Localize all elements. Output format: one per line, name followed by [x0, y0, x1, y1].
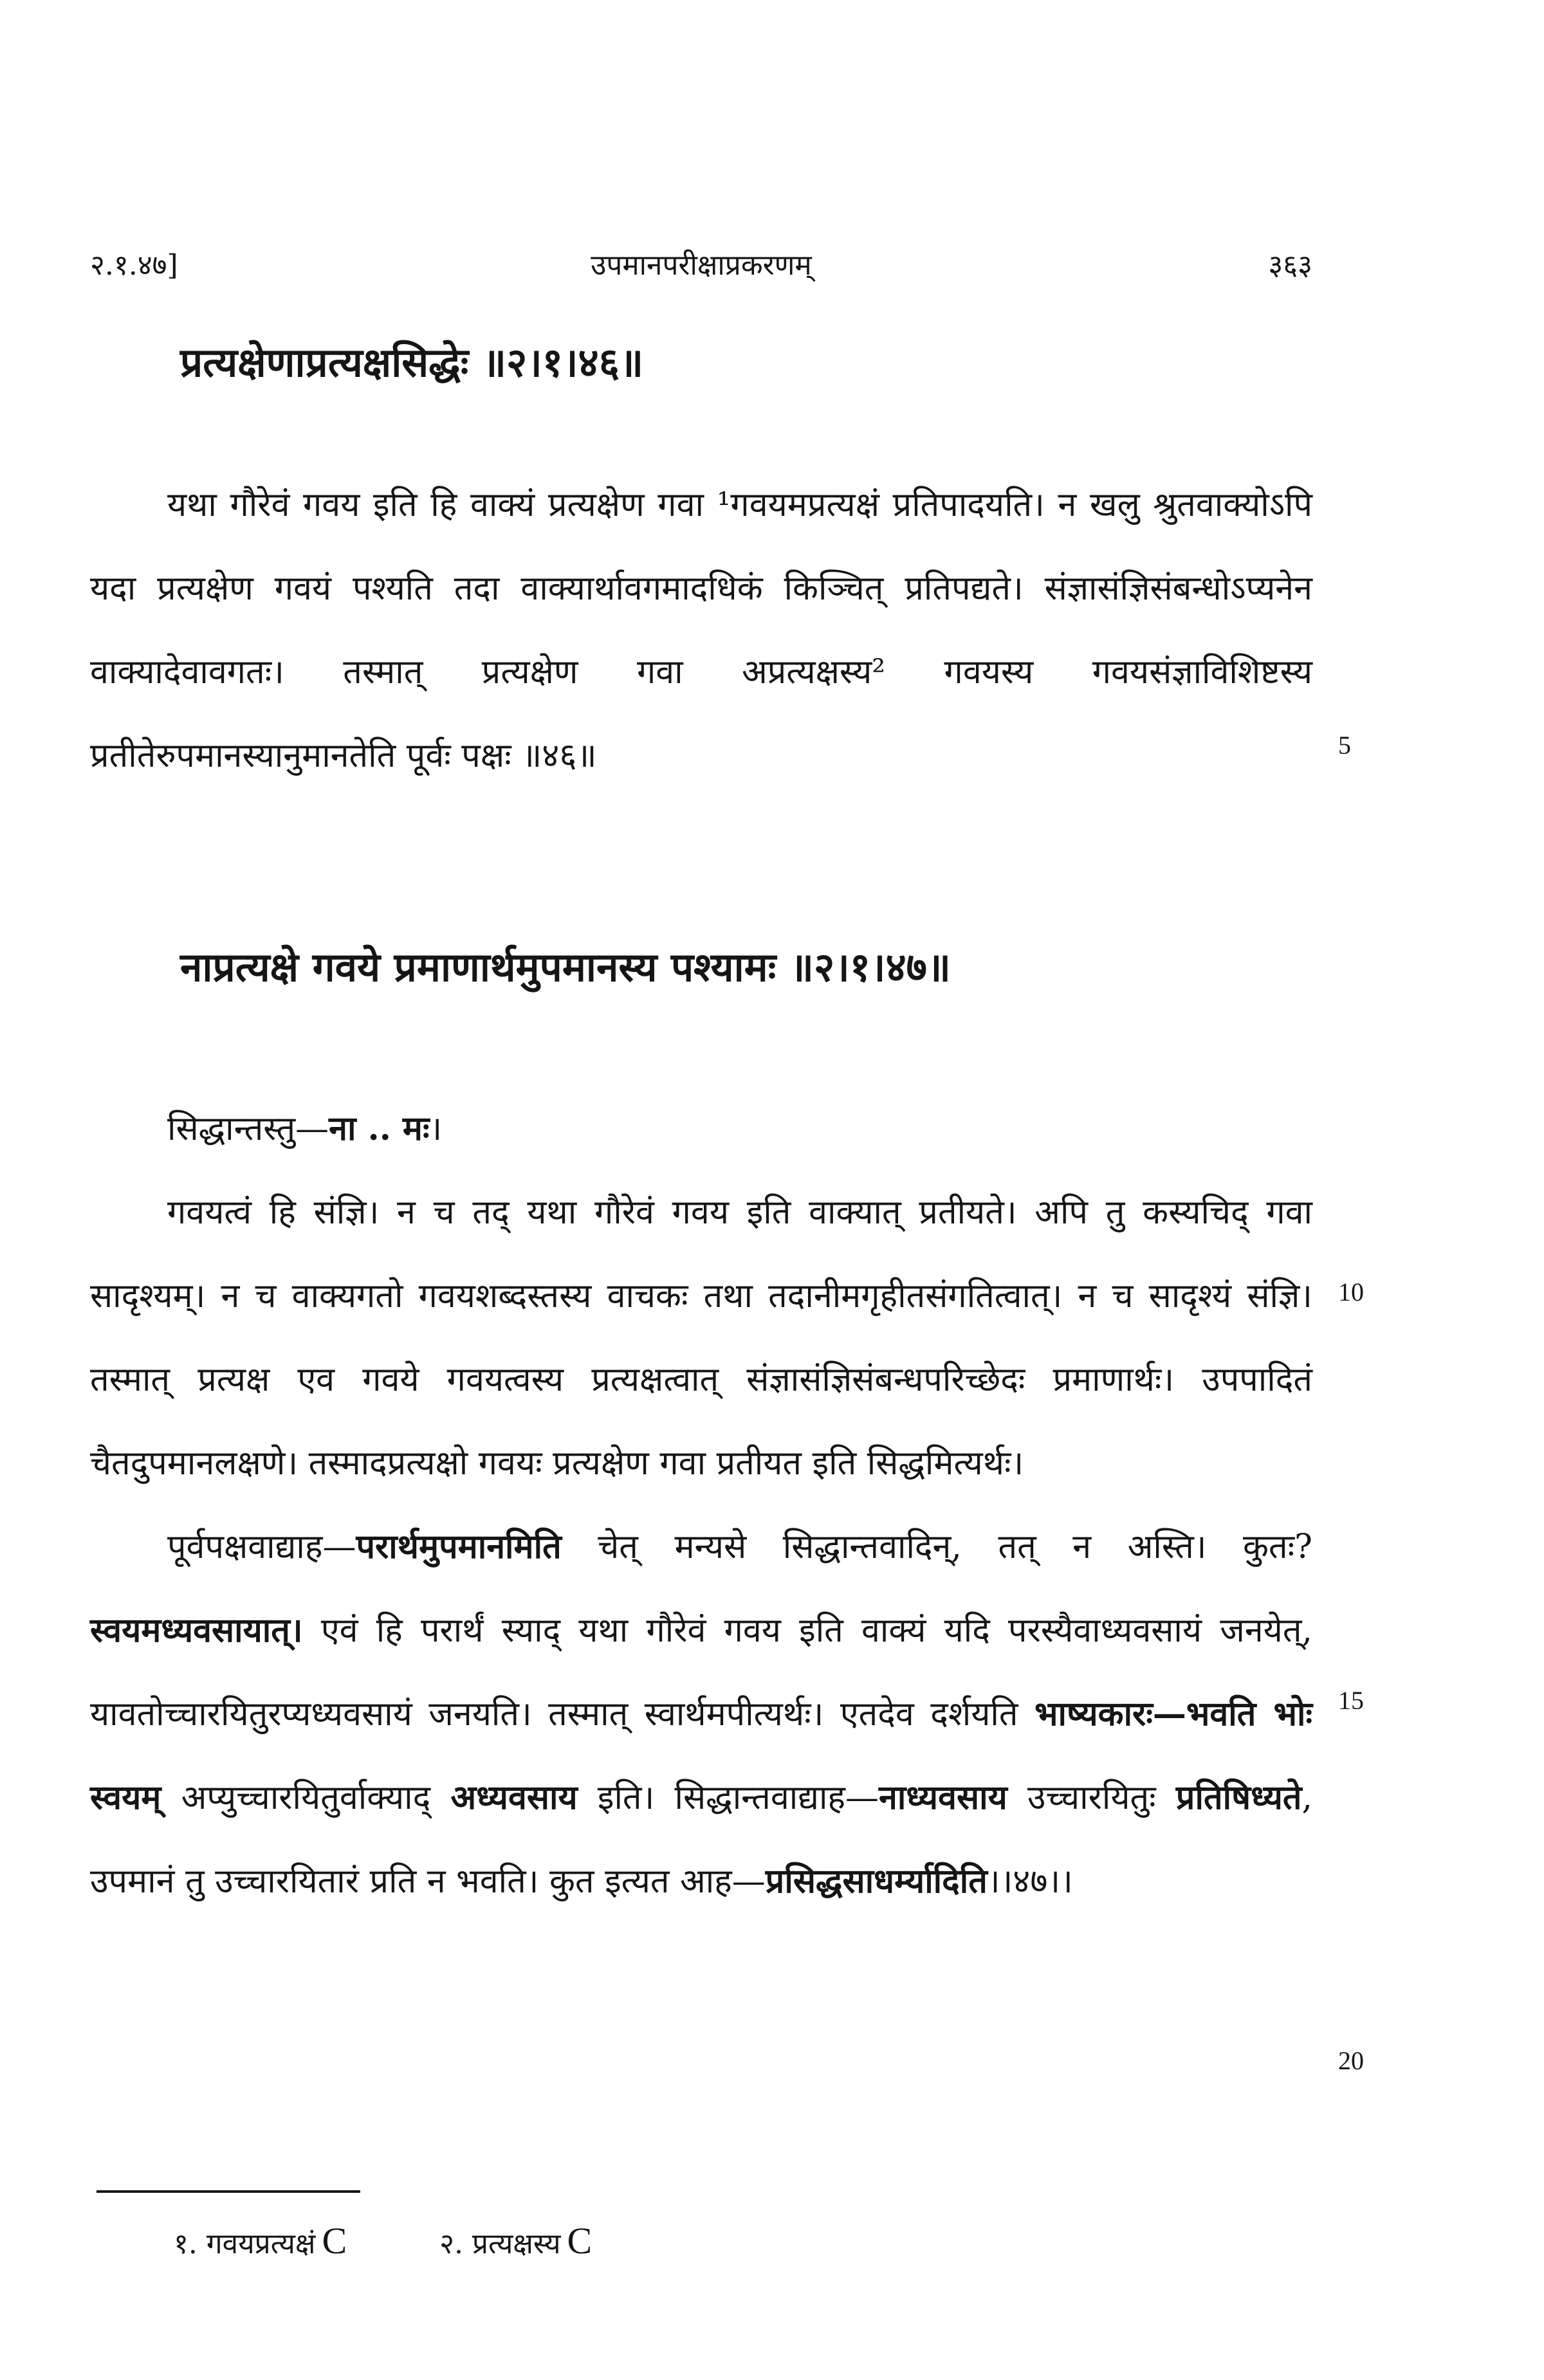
footnote-2 — [439, 2220, 593, 2262]
commentary-46-text: यथा गौरेवं गवय इति हि वाक्यं प्रत्यक्षेण गवा ¹गवयमप्रत्यक्षं प्रतिपादयति। न खलु श्रुतवाक्योऽपि यदा प्रत्यक्षेण गवयं पश्यति तदा वाक्यार्थावगमादधिकं किञ्चित् प्रतिपद्यते। संज्ञासंज्ञिसंबन्धोऽप्यनेन वाक्यादेवावगतः। तस्मात् प्रत्यक्षेण गवा अप्रत्यक्षस्य² गवयस्य गवयसंज्ञाविशिष्टस्य प्रतीतेरुपमानस्यानुमानतेति पूर्वः पक्षः ॥४६॥ — [90, 486, 1312, 775]
footnotes — [174, 2219, 676, 2262]
bold-run: स्वयमध्यवसायात्। — [90, 1611, 303, 1650]
line-numbers — [1338, 0, 1415, 2380]
running-head — [90, 244, 1312, 296]
sutra-47: नाप्रत्यक्षे गवये प्रमाणार्थमुपमानस्य पश्यामः ॥२।१।४७॥ — [180, 944, 951, 991]
siddhanta-line — [90, 1087, 1312, 1171]
commentary-46 — [90, 463, 1312, 798]
sutra-46: प्रत्यक्षेणाप्रत्यक्षसिद्धेः ॥२।१।४६॥ — [180, 339, 644, 386]
text-run: पूर्वपक्षवाद्याह— — [167, 1528, 356, 1566]
footnote-text: २. प्रत्यक्षस्य — [439, 2228, 561, 2260]
chapter-title: उपमानपरीक्षाप्रकरणम् — [591, 249, 812, 282]
text-run: एवं हि परार्थं स्याद् यथा गौरेवं गवय इति वाक्यं यदि परस्यैवाध्यवसायं जनयेत्, यावतोच्चारयितुरप्यध्यवसायं जनयति। तस्मात् स्वार्थमपीत्यर्थः। एतदेव दर्शयति — [90, 1611, 1312, 1734]
bold-run: अध्यवसाय — [450, 1778, 578, 1817]
bold-run: प्रतिषिध्यते — [1175, 1778, 1302, 1817]
commentary-47 — [90, 1087, 1312, 1923]
line-number: 15 — [1338, 1686, 1364, 1715]
bold-run: भाष्यकारः—भवति भोः स्वयम् — [90, 1694, 1312, 1817]
line-number: 5 — [1338, 731, 1351, 760]
line-number: 10 — [1338, 1277, 1364, 1306]
commentary-47-discussion — [90, 1505, 1312, 1923]
page-number: ३६३ — [1268, 249, 1312, 282]
commentary-47-text: गवयत्वं हि संज्ञि। न च तद् यथा गौरेवं गवय इति वाक्यात् प्रतीयते। अपि तु कस्यचिद् गवा सादृश्यम्। न च वाक्यगतो गवयशब्दस्तस्य वाचकः तथा तदानीमगृहीतसंगतित्वात्। न च सादृश्यं संज्ञि। तस्मात् प्रत्यक्ष एव गवये गवयत्वस्य प्रत्यक्षत्वात् संज्ञासंज्ञिसंबन्धपरिच्छेदः प्रमाणार्थः। उपपादितं चैतदुपमानलक्षणे। तस्मादप्रत्यक्षो गवयः प्रत्यक्षेण गवा प्रतीयत इति सिद्धमित्यर्थः। — [90, 1193, 1312, 1483]
text-run: अप्युच्चारयितुर्वाक्याद् — [161, 1779, 451, 1817]
text-run: इति। सिद्धान्तवाद्याह— — [577, 1779, 879, 1817]
bold-run: प्रसिद्धसाधर्म्यादिति — [765, 1862, 988, 1901]
footnote-source: C — [322, 2220, 347, 2262]
text-run: ।।४७।। — [987, 1862, 1073, 1901]
bold-run: नाध्यवसाय — [879, 1778, 1007, 1817]
text-run: , उपमानं तु उच्चारयितारं प्रति न भवति। कुत इत्यत आह— — [90, 1779, 1313, 1901]
siddhanta-suffix: । — [429, 1110, 443, 1148]
footnote-text: १. गवयप्रत्यक्षं — [174, 2228, 316, 2260]
footnote-1 — [174, 2220, 347, 2262]
siddhanta-bold: ना .. मः — [329, 1109, 430, 1148]
section-reference: २.१.४७] — [90, 249, 178, 282]
text-run: उच्चारयितुः — [1007, 1779, 1176, 1817]
line-number: 20 — [1338, 2046, 1364, 2075]
footnote-source: C — [567, 2220, 593, 2262]
text-run: चेत् मन्यसे सिद्धान्तवादिन्, तत् न अस्ति। कुतः? — [561, 1528, 1312, 1566]
siddhanta-prefix: सिद्धान्तस्तु— — [167, 1110, 329, 1148]
bold-run: परार्थमुपमानमिति — [356, 1527, 562, 1566]
footnote-divider — [96, 2190, 360, 2193]
